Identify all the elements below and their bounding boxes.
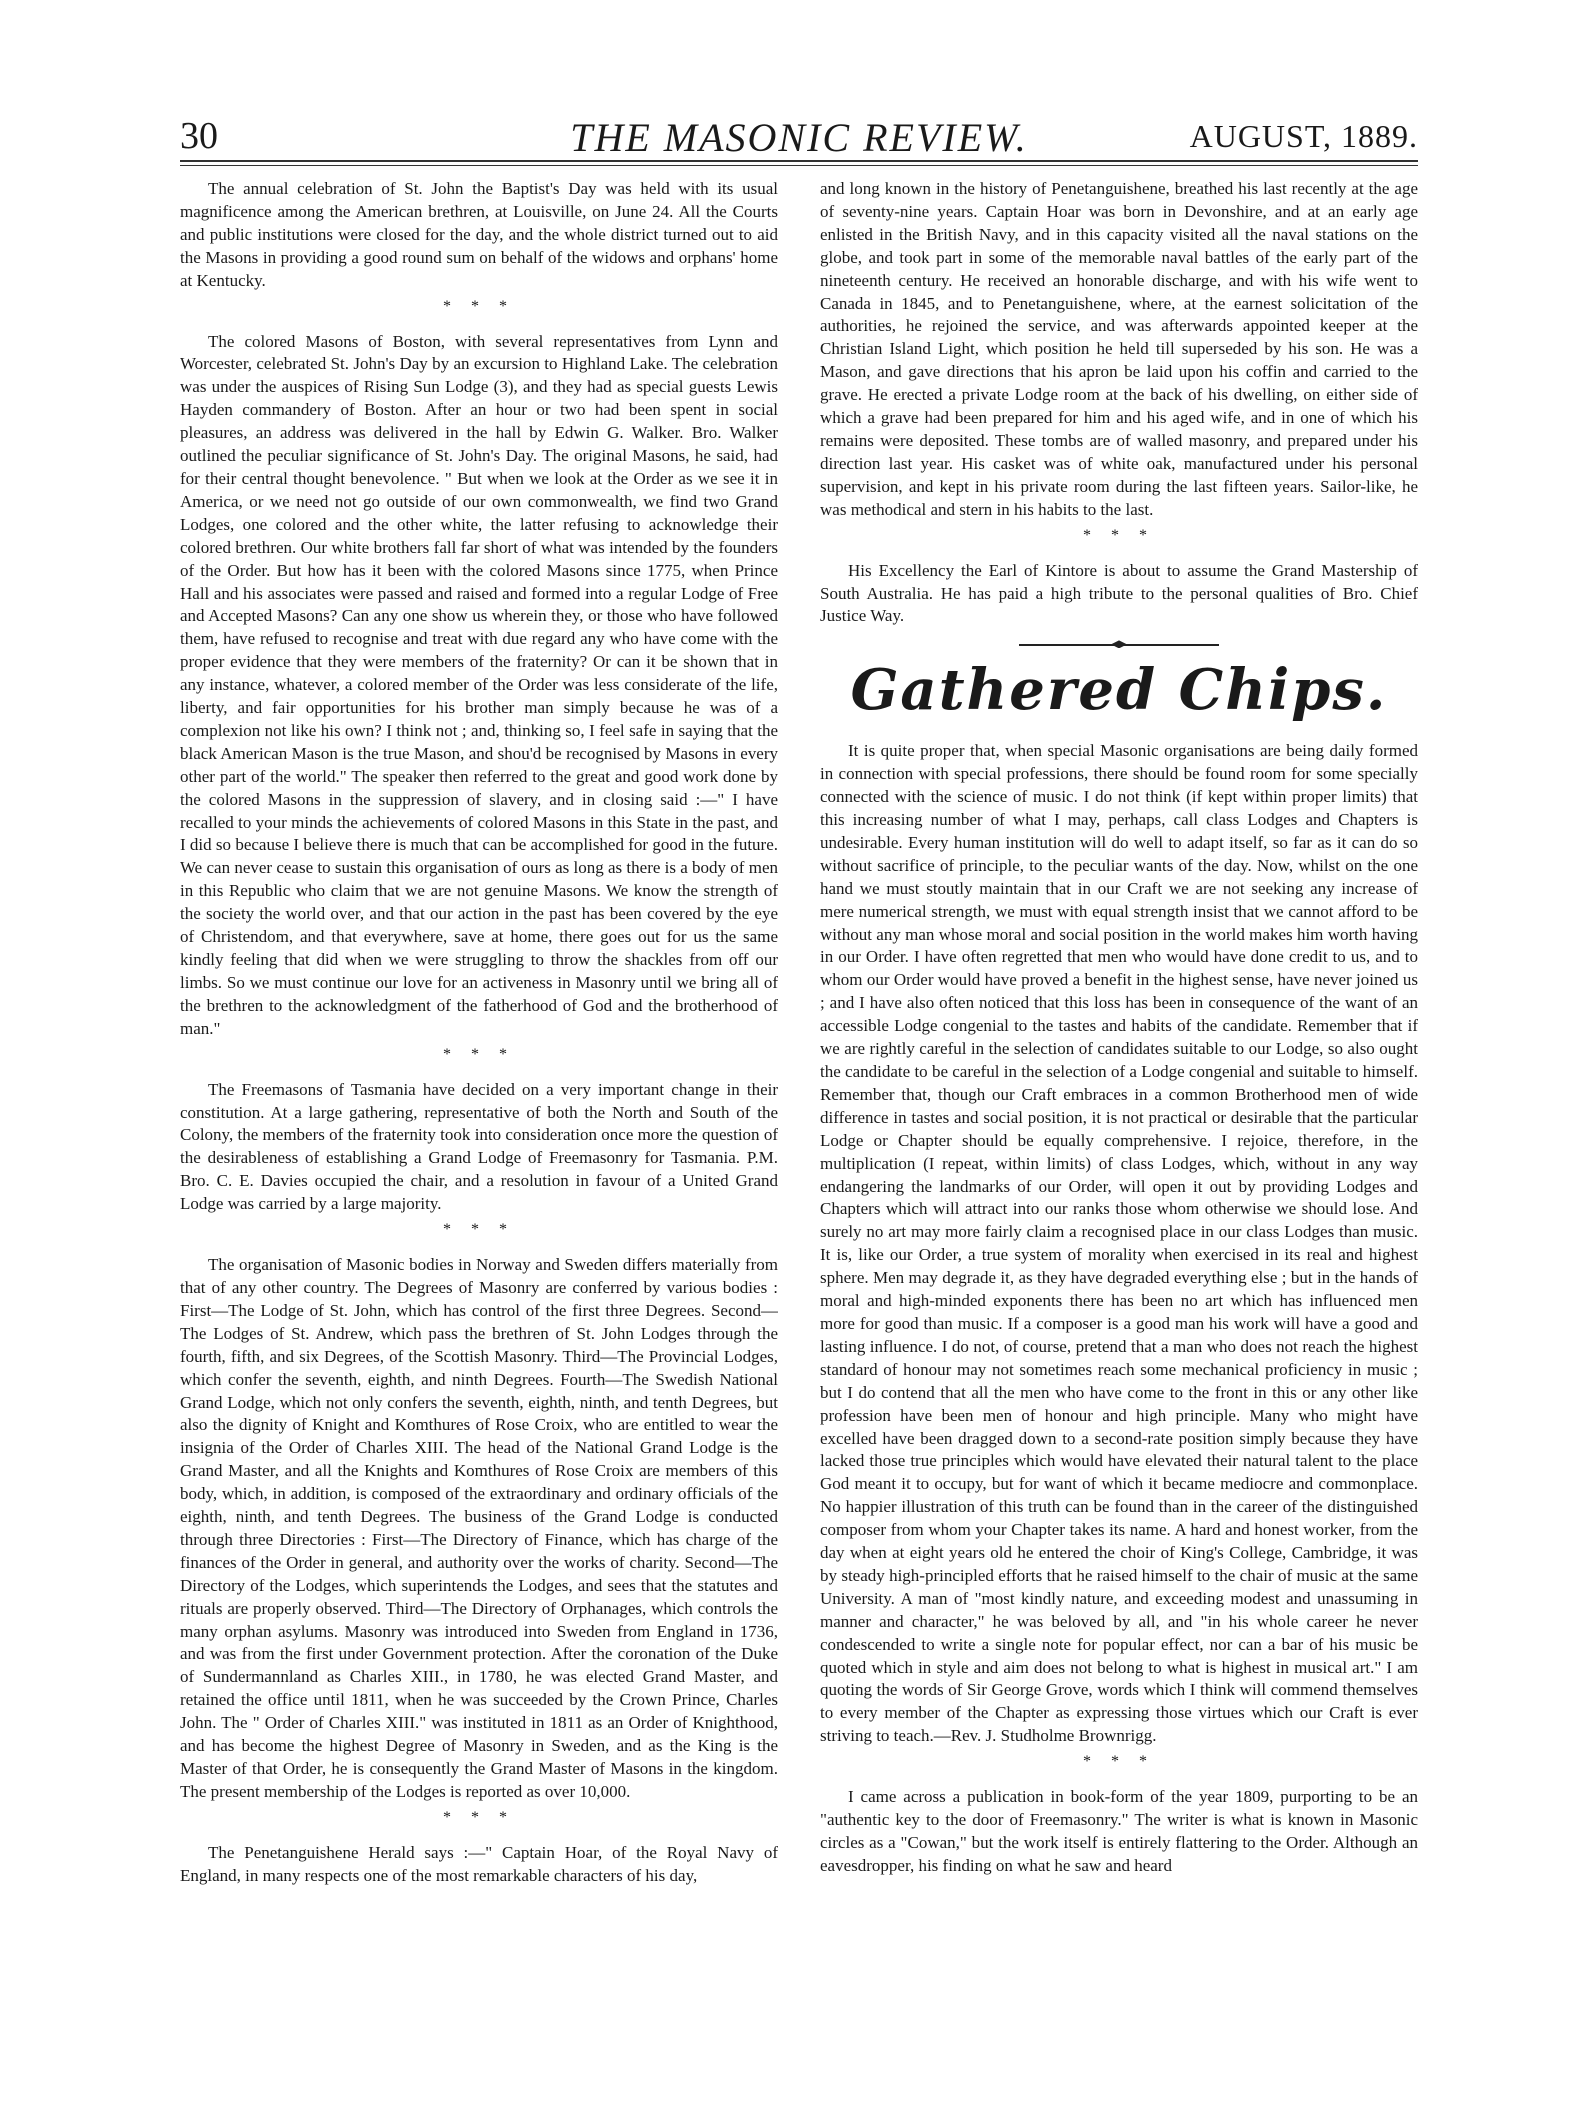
- section-separator: * * *: [443, 1808, 515, 1826]
- article-earl-kintore: His Excellency the Earl of Kintore is about to assume the Grand Mastership of South Australia. He has paid a high tribute to the personal qualities of Bro. Chief Justice Way.: [820, 560, 1418, 626]
- article-captain-hoar-continued: and long known in the history of Penetanguishene, breathed his last recently at the age of seventy-nine years. Captain Hoar was born in Devonshire, and at an early age enlisted in the British Navy, and in this capacity visited all the naval stations on the globe, and took part in some of the memorable naval battles of the early part of the nineteenth century. He received an honorable discharge, and with his wife went to Canada in 1845, and to Penetanguishene, where, at the earnest solicitation of the authorities, he rejoined the service, and was afterwards appointed keeper at the Christian Island Light, which position he held till superseded by his son. He was a Mason, and gave directions that his apron be laid upon his coffin and carried to the grave. He erected a private Lodge room at the back of his dwelling, on either side of which a grave had been prepared for him and his aged wife, and in one of which his remains were deposited. These tombs are of walled masonry, and prepared under his direction last year. His casket was of white oak, manufactured under his personal supervision, and kept in his private room during the last fifteen years. Sailor-like, he was methodical and stern in his habits to the last.: [820, 179, 1418, 519]
- section-separator: * * *: [443, 1221, 515, 1239]
- section-separator: * * *: [1083, 526, 1155, 544]
- header-rule-thin: [180, 165, 1418, 166]
- ornamental-divider: [1019, 640, 1219, 650]
- divider-diamond-icon: [1111, 640, 1127, 648]
- issue-date: AUGUST, 1889.: [1189, 118, 1418, 154]
- right-column: [820, 178, 1418, 2108]
- section-heading: Gathered Chips.: [850, 657, 1388, 724]
- header-rule: [180, 160, 1418, 162]
- page-header: [180, 112, 1418, 162]
- publication-title: THE MASONIC REVIEW.: [570, 115, 1028, 160]
- article-boston: The colored Masons of Boston, with several representatives from Lynn and Worcester, celebrated St. John's Day by an excursion to Highland Lake. The celebration was under the auspices of Rising Sun Lodge (3), and they had as special guests Lewis Hayden commandery of Boston. After an hour or two had been spent in social pleasures, an address was delivered in the hall by Edwin G. Walker. Bro. Walker outlined the peculiar significance of St. John's Day. The original Masons, he said, had for their central thought benevolence. " But when we look at the Order as we see it in America, or we need not go outside of our own commonwealth, we find two Grand Lodges, one colored and the other white, the latter refusing to acknowledge their colored brethren. Our white brothers fall far short of what was intended by the founders of the Order. But how has it been with the colored Masons since 1775, when Prince Hall and his associates were passed and raised and formed into a regular Lodge of Free and Accepted Masons? Can any one show us wherein they, or those who have followed them, have refused to recognise and treat with due regard any who have come with the proper evidence that they were members of the fraternity? Or can it be shown that in any instance, whatever, a colored member of the Order was less considerate of the life, liberty, and fair opportunities for his brother man simply because he was of a complexion not like his own? I think not ; and, thinking so, I feel safe in saying that the black American Mason is the true Mason, and shou'd be recognised by Masons in every other part of the world." The speaker then referred to the great and good work done by the colored Masons in the suppression of slavery, and in closing said :—" I have recalled to your minds the achievements of colored Masons in this State in the past, and I did so because I believe there is much that can be accomplished for good in the future. We can never cease to sustain this organisation of ours as long as there is a body of men in this Republic who claim that we are not genuine Masons. We know the strength of the society the world over, and that our action in the past has been covered by the eye of Christendom, and that everywhere, save at home, there goes out for us the same kindly feeling that did when we were struggling to throw the shackles from off our limbs. So we must continue our love for an activeness in Masonry until we bring all of the brethren to the acknowledgment of the fatherhood of God and the brotherhood of man.": [180, 331, 778, 1038]
- article-norway-sweden: The organisation of Masonic bodies in Norway and Sweden differs materially from that of any other country. The Degrees of Masonry are conferred by various bodies : First—The Lodge of St. John, which has control of the first three Degrees. Second—The Lodges of St. Andrew, which pass the brethren of St. John Lodges through the fourth, fifth, and six Degrees, of the Scottish Masonry. Third—The Provincial Lodges, which confer the seventh, eighth, and ninth Degrees. Fourth—The Swedish National Grand Lodge, which not only confers the seventh, eighth, ninth, and tenth Degrees, but also the dignity of Knight and Komthures of Rose Croix, who are entitled to wear the insignia of the Order of Charles XIII. The head of the National Grand Lodge is the Grand Master, and all the Knights and Komthures of Rose Croix are members of this body, which, in addition, is composed of the extraordinary and ordinary officials of the eighth, ninth, and tenth Degrees. The business of the Grand Lodge is conducted through three Directories : First—The Directory of Finance, which has charge of the finances of the Order in general, and authority over the works of charity. Second—The Directory of the Lodges, which superintends the Lodges, and sees that the statutes and rituals are properly observed. Third—The Directory of Orphanages, which controls the many orphan asylums. Masonry was introduced into Sweden from England in 1736, and was from the first under Government protection. After the coronation of the Duke of Sundermannland as Charles XIII., in 1780, he was elected Grand Master, and retained the office until 1811, when he was succeeded by the Crown Prince, Charles John. The " Order of Charles XIII." was instituted in 1811 as an Order of Knighthood, and has become the highest Degree of Masonry in Sweden, and as the King is the Master of that Order, he is consequently the Grand Master of Masons in the kingdom. The present membership of the Lodges is reported as over 10,000.: [180, 1255, 778, 1801]
- article-tasmania: The Freemasons of Tasmania have decided on a very important change in their constitution. At a large gathering, representative of both the North and South of the Colony, the members of the fraternity took into consideration once more the question of the desirableness of establishing a Grand Lodge of Freemasonry for Tasmania. P.M. Bro. C. E. Davies occupied the chair, and a resolution in favour of a United Grand Lodge was carried by a large majority.: [180, 1079, 778, 1214]
- section-separator: * * *: [443, 1045, 515, 1063]
- article-penetanguishene: The Penetanguishene Herald says :—" Captain Hoar, of the Royal Navy of England, in many respects one of the most remarkable characters of his day,: [180, 1842, 778, 1885]
- section-separator: * * *: [443, 297, 515, 315]
- left-column: [180, 178, 778, 2108]
- article-louisville: The annual celebration of St. John the Baptist's Day was held with its usual magnificence among the American brethren, at Louisville, on June 24. All the Courts and public institutions were closed for the day, and the whole district turned out to aid the Masons in providing a good round sum on behalf of the widows and orphans' home at Kentucky.: [180, 179, 778, 290]
- article-music-lodges: It is quite proper that, when special Masonic organisations are being daily formed in connection with special professions, there should be found room for some specially connected with the science of music. I do not think (if kept within proper limits) that this increasing number of what I may, perhaps, call class Lodges and Chapters is undesirable. Every human institution will do well to adapt itself, so far as it can do so without sacrifice of principle, to the peculiar wants of the day. Now, whilst on the one hand we must stoutly maintain that in our Craft we are not seeking any increase of mere numerical strength, we must with equal strength insist that we cannot afford to be without any man whose moral and social position in the world makes him worth having in our Order. I have often regretted that men who would have done credit to us, and to whom our Order would have proved a benefit in the highest sense, have never joined us ; and I have also often noticed that this loss has been in consequence of the want of an accessible Lodge congenial to the tastes and habits of the candidate. Remember that if we are rightly careful in the selection of candidates suitable to our Lodge, so also ought the candidate to be careful in the selection of a Lodge congenial and suitable to himself. Remember that, though our Craft embraces in a common Brotherhood men of wide difference in tastes and social position, it is not practical or desirable that the particular Lodge or Chapter should be equally comprehensive. I rejoice, therefore, in the multiplication (I repeat, within limits) of class Lodges, which, without in any way endangering the landmarks of our Order, will open it out by providing Lodges and Chapters which will attract into our ranks those whom otherwise we should lose. And surely no art may more fairly claim a recognised place in our class Lodges than music. It is, like our Order, a true system of morality when exercised in its real and highest sphere. Men may degrade it, as they have degraded everything else ; but in the hands of moral and high-minded exponents there has been no art which has influenced men more for good than music. If a composer is a good man his work will have a good and lasting influence. I do not, of course, pretend that a man who does not reach the highest standard of honour may not sometimes reach some mechanical proficiency in music ; but I do contend that all the men who have come to the front in this or any other like profession have been men of honour and high principle. Many who might have excelled have been dragged down to a second-rate position simply because they have lacked those true principles which would have elevated their natural talent to the place God meant it to occupy, but for want of which it became mediocre and commonplace. No happier illustration of this truth can be found than in the career of the distinguished composer from whom your Chapter takes its name. A hard and honest worker, from the day when at eight years old he entered the choir of King's College, Cambridge, it was by steady high-principled efforts that he raised himself to the chair of music at the same University. A man of "most kindly nature, and exceeding modest and unassuming in manner and character," he was beloved by all, and "in his whole career he never condescended to write a single note for popular effect, nor can a bar of his music be quoted which in style and aim does not belong to what is highest in musical art." I am quoting the words of Sir George Grove, words which I think will commend themselves to every member of the Chapter as expressing those virtues which our Craft is ever striving to teach.—Rev. J. Studholme Brownrigg.: [820, 741, 1418, 1746]
- article-freemasonry-key: I came across a publication in book-form of the year 1809, purporting to be an "authentic key to the door of Freemasonry." The writer is what is known in Masonic circles as a "Cowan," but the work itself is entirely flattering to the Order. Although an eavesdropper, his finding on what he saw and heard: [820, 1787, 1418, 1875]
- section-separator: * * *: [1083, 1753, 1155, 1771]
- page-number: 30: [180, 115, 218, 157]
